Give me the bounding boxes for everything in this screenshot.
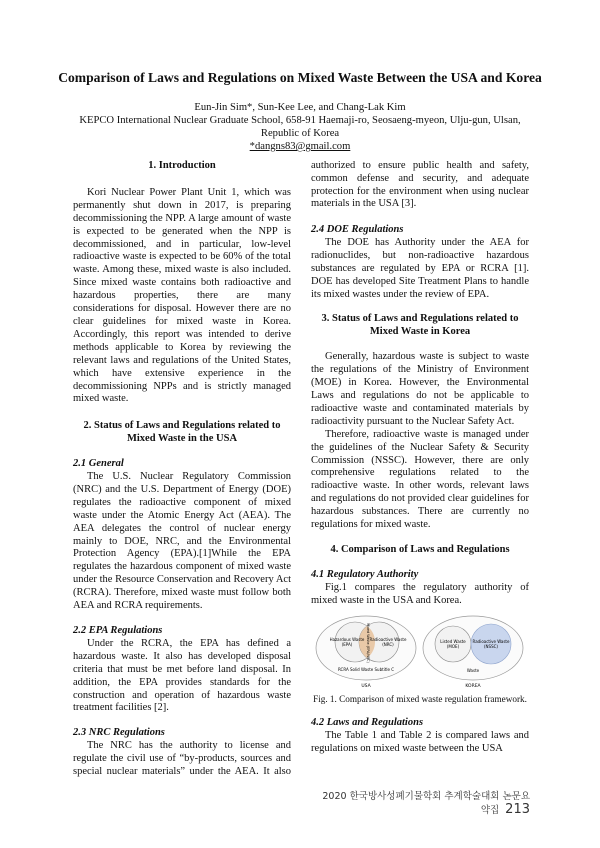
- section-4-2-heading: 4.2 Laws and Regulations: [311, 717, 424, 729]
- section-3-paragraph-2: Therefore, radioactive waste is managed under the guidelines of the Nuclear Safety & Security Commission (NSSC). However, there are only comprehensive regulations related to the radioactive waste. In other words, relevant laws and regulations do not provided clear guidelines for hazardous substances. There are currently no regulations for mixed waste.: [311, 428, 529, 531]
- page-footer: [320, 788, 530, 817]
- section-3-paragraph-1: Generally, hazardous waste is subject to waste the regulations of the Ministry of Environment (MOE) in Korea. However, the Environmental Laws and regulations do not be applicable to radioactive waste and contaminated materials by radioactivity pursuant to the Nuclear Safety Act.: [311, 351, 529, 427]
- page-number: 213: [505, 802, 530, 817]
- section-2-4-paragraph: The DOE has Authority under the AEA for radionuclides, but non-radioactive hazardous substances are regulated by EPA or RCRA [1]. DOE has developed Site Treatment Plans to handle its mixed wastes under the review of EPA.: [311, 236, 529, 300]
- korea-radioactive-label: Radioactive Waste (NSSC): [472, 638, 510, 649]
- author-block: [40, 101, 560, 153]
- section-2-1-paragraph: The U.S. Nuclear Regulatory Commission (NRC) and the U.S. Department of Energy (DOE) regulates the radioactive component of mixed waste under the Atomic Energy Act (AEA). The AEA delegates the control of nuclear energy mainly to DOE, NRC, and the Environmental Protection Agency (EPA).[1]While the EPA regulates the hazardous component of mixed waste under the Resource Conservation and Recovery Act (RCRA). Therefore, mixed waste must follow both AEA and RCRA requirements.: [73, 471, 291, 612]
- usa-radioactive-label: Radioactive Waste (NRC): [369, 636, 407, 647]
- regulation-framework-diagram: [311, 614, 529, 690]
- section-2-1-heading: 2.1 General: [73, 458, 124, 470]
- section-2-3-paragraph-continued: [311, 160, 529, 212]
- right-column: [311, 160, 529, 756]
- section-2-4-heading: 2.4 DOE Regulations: [311, 224, 404, 235]
- intro-paragraph: Kori Nuclear Power Plant Unit 1, which was permanently shut down in 2017, is preparing decommissioning the NPP. A large amount of waste is expected to be generated when the NPP is decommissioned, and in particular, low-level radioactive waste is expected to be 60% of the total waste. Among these, mixed waste is also included. Since mixed waste contains both radioactive and hazardous properties, there are many considerations for disposal. However there are no clear guidelines for mixed waste in Korea. Accordingly, this report was intended to derive methods applicable to Korea by reviewing the relevant laws and regulations of the United States, which have extensive experience in the decommissioning NPPs and is strictly managed mixed waste.: [73, 186, 291, 405]
- footer-text: 2020 한국방사성폐기물학회 추계학술대회 논문요약집: [322, 791, 530, 816]
- figure-1-caption: Fig. 1. Comparison of mixed waste regulation framework.: [313, 693, 527, 704]
- section-2-heading: 2. Status of Laws and Regulations related to Mixed Waste in the USA: [83, 420, 281, 445]
- section-2-3-heading: 2.3 NRC Regulations: [73, 727, 165, 739]
- usa-caption-label: USA: [361, 683, 371, 689]
- authors: Eun-Jin Sim*, Sun-Kee Lee, and Chang-Lak Kim: [194, 102, 406, 113]
- left-column: [73, 160, 291, 778]
- section-3-heading: 3. Status of Laws and Regulations related to Mixed Waste in Korea: [321, 313, 519, 338]
- paper-title: Comparison of Laws and Regulations on Mixed Waste Between the USA and Korea: [58, 70, 542, 85]
- korea-caption-label: KOREA: [465, 683, 481, 689]
- section-4-heading: 4. Comparison of Laws and Regulations: [330, 543, 510, 555]
- figure-1: [311, 614, 529, 690]
- section-1-heading: 1. Introduction: [148, 160, 216, 171]
- section-2-3-paragraph: The NRC has the authority to license and regulate the civil use of “by-products, sources and special nuclear materials” under the AEA. It also: [73, 740, 291, 778]
- section-2-3-continued-text: authorized to ensure public health and safety, common defense and security, and adequate protection for the environment when using nuclear materials in the USA [3].: [311, 160, 529, 210]
- korea-outer-label: Waste: [466, 667, 480, 673]
- section-2-2-heading: 2.2 EPA Regulations: [73, 625, 163, 636]
- affiliation-line-2: Republic of Korea: [260, 128, 340, 139]
- usa-hazardous-label: Hazardous Waste (EPA): [329, 636, 365, 647]
- section-4-2-paragraph: The Table 1 and Table 2 is compared laws and regulations on mixed waste between the USA: [311, 730, 529, 755]
- email-link[interactable]: *dangns83@gmail.com: [249, 141, 351, 152]
- usa-outer-label: RCRA Solid Waste Subtitle C: [337, 666, 395, 672]
- korea-listed-label: Listed Waste (MOE): [440, 638, 466, 649]
- usa-mixed-label: Mixed Waste (EPA/NRC): [366, 622, 370, 663]
- section-2-2-paragraph: Under the RCRA, the EPA has defined a hazardous waste. It also has developed disposal criteria that must be met before land disposal. In addition, the EPA provides standards for the construction and operation of hazardous waste treatment facilities [2].: [73, 637, 291, 714]
- affiliation-line-1: KEPCO International Nuclear Graduate School, 658-91 Haemaji-ro, Seosaeng-myeon, Ulju-gun, Ulsan,: [79, 115, 521, 126]
- section-4-1-heading: 4.1 Regulatory Authority: [311, 568, 419, 580]
- section-4-1-paragraph: Fig.1 compares the regulatory authority of mixed waste in the USA and Korea.: [311, 581, 529, 606]
